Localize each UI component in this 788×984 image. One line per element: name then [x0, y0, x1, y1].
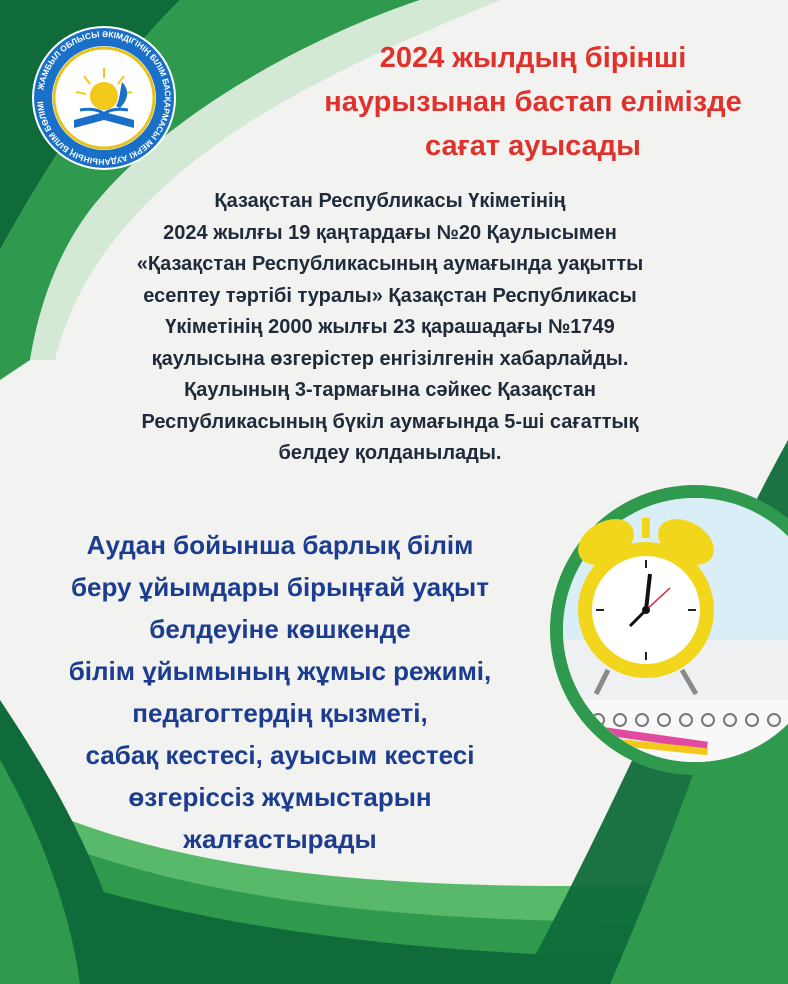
- announcement-line: жалғастырады: [183, 824, 377, 854]
- organization-logo: [30, 24, 178, 172]
- announcement-line: Аудан бойынша барлық білім: [86, 530, 474, 560]
- announcement-line: сабақ кестесі, ауысым кестесі: [85, 740, 475, 770]
- announcement-line: педагогтердің қызметі,: [132, 698, 428, 728]
- decree-line: «Қазақстан Республикасының аумағында уақытты: [136, 253, 644, 275]
- decree-line: Қазақстан Республикасы Үкіметінің: [214, 190, 566, 212]
- announcement-line: белдеуіне көшкенде: [149, 614, 411, 644]
- decree-line: Республикасының бүкіл аумағында 5-ші сағаттық: [141, 410, 639, 433]
- logo-ring-text: ЖАМБЫЛ ОБЛЫСЫ ӘКІМДІГІНІҢ БІЛІМ БАСҚАРМАСЫ МЕРКІ АУДАНЫНЫҢ БІЛІМ БӨЛІМІ: [35, 28, 174, 168]
- alarm-clock-photo: [558, 470, 788, 790]
- decree-line: 2024 жылғы 19 қаңтардағы №20 Қаулысымен: [163, 221, 617, 244]
- decree-line: есептеу тәртібі туралы» Қазақстан Республикасы: [143, 284, 637, 307]
- decree-paragraph: [110, 186, 670, 470]
- decree-line: қаулысына өзгерістер енгізілгенін хабарлайды.: [151, 347, 629, 370]
- announcement-text: [0, 524, 560, 860]
- decree-line: Қаулының 3-тармағына сәйкес Қазақстан: [184, 379, 596, 401]
- svg-text:ЖАМБЫЛ ОБЛЫСЫ ӘКІМДІГІНІҢ БІЛІ: [35, 29, 173, 167]
- title-line: наурызынан бастап елімізде: [324, 86, 742, 118]
- announcement-line: білім ұйымының жұмыс режимі,: [68, 656, 492, 686]
- title-line: 2024 жылдың бірінші: [379, 42, 687, 74]
- decree-line: Үкіметінің 2000 жылғы 23 қарашадағы №1749: [165, 316, 615, 338]
- decree-line: белдеу қолданылады.: [278, 442, 502, 464]
- announcement-line: өзгеріссіз жұмыстарын: [128, 782, 432, 812]
- title-line: сағат ауысады: [425, 130, 641, 162]
- announcement-line: беру ұйымдары бірыңғай уақыт: [71, 572, 489, 602]
- page-title: [290, 36, 776, 168]
